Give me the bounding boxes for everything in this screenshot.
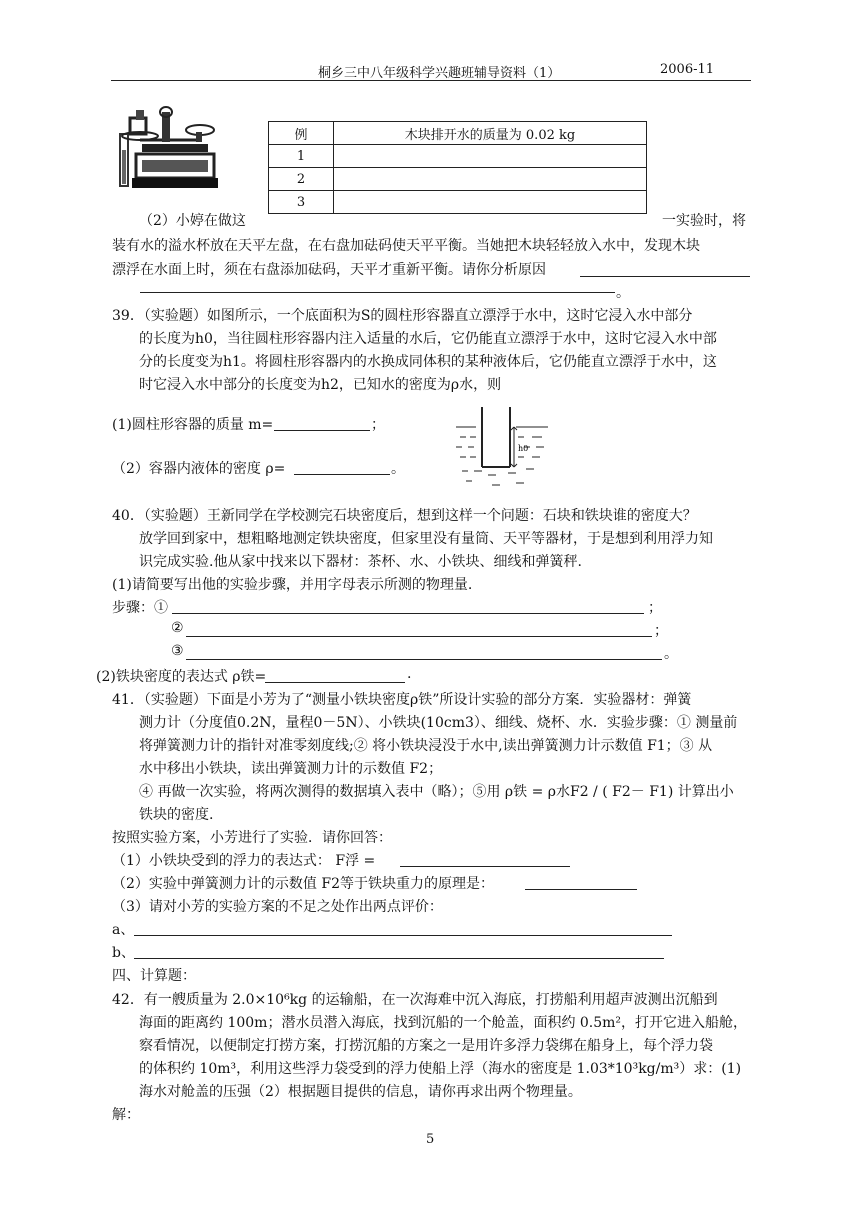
q38-text: 漂浮在水面上时，须在右盘添加砝码，天平才重新平衡。请你分析原因 — [112, 262, 546, 278]
table-cell: 1 — [269, 145, 334, 168]
q38-text: 一实验时，将 — [662, 213, 746, 229]
q41-label-a: a、 — [112, 922, 135, 938]
answer-blank[interactable] — [186, 645, 662, 664]
q41-text: 测力计（分度值0.2N，量程0－5N）、小铁块(10cm3）、细线、烧杯、水．实验步骤：① 测量前 — [139, 715, 738, 731]
q39-text: 时它浸入水中部分的长度变为h2，已知水的密度为ρ水，则 — [139, 377, 502, 393]
q39-text: 39．（实验题）如图所示，一个底面积为S的圆柱形容器直立漂浮于水中，这时它浸入水中部分 — [112, 308, 693, 324]
q40-step: ② — [171, 620, 184, 636]
q39-part1: ； — [371, 417, 385, 433]
answer-blank[interactable] — [274, 416, 370, 435]
q41-answer2: （2）实验中弹簧测力计的示数值 F2等于铁块重力的原理是： — [112, 876, 494, 892]
q41-text: 将弹簧测力计的指针对准零刻度线;② 将小铁块浸没于水中,读出弹簧测力计示数值 F1；③ 从 — [139, 738, 713, 754]
q41-text: 铁块的密度. — [139, 807, 214, 823]
q40-text: (1)请简要写出他的实验步骤，并用字母表示所测的物理量. — [112, 577, 473, 593]
answer-blank[interactable] — [186, 622, 652, 641]
page-number: 5 — [426, 1132, 435, 1147]
q40-step: ③ — [171, 643, 184, 659]
q40-part2: . — [407, 666, 412, 682]
table-row — [269, 191, 647, 214]
q40-step: ； — [654, 623, 668, 639]
q40-step: 。 — [664, 646, 678, 662]
q41-text: 水中移出小铁块，读出弹簧测力计的示数值 F2； — [139, 761, 443, 777]
q39-part1: (1)圆柱形容器的质量 m= — [112, 417, 274, 433]
table-row — [269, 145, 647, 168]
q42-text: 的体积约 10m³，利用这些浮力袋受到的浮力使船上浮（海水的密度是 1.03*10³kg/m³）求：(1) — [139, 1061, 742, 1077]
answer-blank[interactable] — [265, 668, 405, 687]
q39-part2: （2）容器内液体的密度 ρ= — [112, 461, 286, 477]
q40-step: ； — [648, 600, 662, 616]
table-cell: 2 — [269, 168, 334, 191]
table-cell — [334, 145, 647, 168]
q39-text: 的长度为h0，当往圆柱形容器内注入适量的水后，它仍能直立漂浮于水中，这时它浸入水中部 — [139, 331, 717, 347]
q42-text: 察看情况，以便制定打捞方案，打捞沉船的方案之一是用许多浮力袋绑在船身上，每个浮力袋 — [139, 1038, 713, 1054]
q41-text: 41．（实验题）下面是小芳为了“测量小铁块密度ρ铁”所设计实验的部分方案．实验器材：弹簧 — [112, 692, 692, 708]
table-cell: 3 — [269, 191, 334, 214]
q42-solve-label: 解： — [112, 1107, 140, 1123]
answer-blank[interactable] — [134, 921, 672, 940]
q40-text: 放学回到家中，想粗略地测定铁块密度，但家里没有量筒、天平等器材，于是想到利用浮力知 — [139, 531, 713, 547]
q42-text: 海面的距离约 100m；潜水员潜入海底，找到沉船的一个舱盖，面积约 0.5m²，打开它进入船舱， — [139, 1015, 748, 1031]
q39-text: 分的长度变为h1。将圆柱形容器内的水换成同体积的某种液体后，它仍能直立漂浮于水中，这 — [139, 354, 717, 370]
q40-part2: (2)铁块密度的表达式 ρ铁= — [96, 669, 267, 685]
answer-blank[interactable] — [525, 875, 637, 894]
q40-text: 识完成实验.他从家中找来以下器材：茶杯、水、小铁块、细线和弹簧秤. — [139, 554, 582, 570]
header-rule — [111, 80, 751, 81]
answer-blank[interactable] — [400, 852, 570, 871]
answer-blank[interactable] — [140, 278, 615, 297]
table-header-cell: 木块排开水的质量为 0.02 kg — [334, 122, 647, 145]
q41-answer1: （1）小铁块受到的浮力的表达式： F浮 = — [112, 853, 376, 869]
q41-answer3: （3）请对小芳的实验方案的不足之处作出两点评价： — [112, 899, 443, 915]
data-table — [268, 121, 647, 214]
q39-part2: 。 — [391, 461, 405, 477]
h0-label: h0 — [518, 444, 529, 453]
q38-text: 。 — [616, 285, 630, 301]
q41-text: ④ 再做一次实验，将两次测得的数据填入表中（略）；⑤用 ρ铁 = ρ水F2 / ( F2－ F1) 计算出小 — [139, 784, 734, 800]
floating-container-diagram — [452, 405, 552, 495]
q38-text: （2）小婷在做这 — [139, 213, 246, 229]
table-cell — [334, 191, 647, 214]
q41-text: 按照实验方案，小芳进行了实验．请你回答： — [112, 830, 392, 846]
answer-blank[interactable] — [134, 944, 664, 963]
table-header-row — [269, 122, 647, 145]
table-row — [269, 168, 647, 191]
header-title: 桐乡三中八年级科学兴趣班辅导资料（1） — [318, 66, 561, 81]
table-header-cell: 例 — [269, 122, 334, 145]
q42-text: 42．有一艘质量为 2.0×10⁶kg 的运输船，在一次海难中沉入海底，打捞船利用超声波测出沉船到 — [112, 992, 718, 1008]
q42-text: 海水对舱盖的压强（2）根据题目提供的信息，请你再求出两个物理量。 — [139, 1084, 582, 1100]
header-date: 2006-11 — [660, 62, 715, 77]
section-heading: 四、计算题： — [112, 968, 196, 984]
q38-text: 装有水的溢水杯放在天平左盘，在右盘加砝码使天平平衡。当她把木块轻轻放入水中，发现木块 — [112, 238, 700, 254]
q41-label-b: b、 — [112, 945, 135, 961]
table-cell — [334, 168, 647, 191]
q40-step: 步骤：① — [112, 600, 168, 616]
balance-scale-icon — [112, 100, 224, 196]
q40-text: 40．（实验题）王新同学在学校测完石块密度后，想到这样一个问题：石块和铁块谁的密度大？ — [112, 508, 697, 524]
answer-blank[interactable] — [172, 599, 644, 618]
answer-blank[interactable] — [294, 460, 390, 479]
